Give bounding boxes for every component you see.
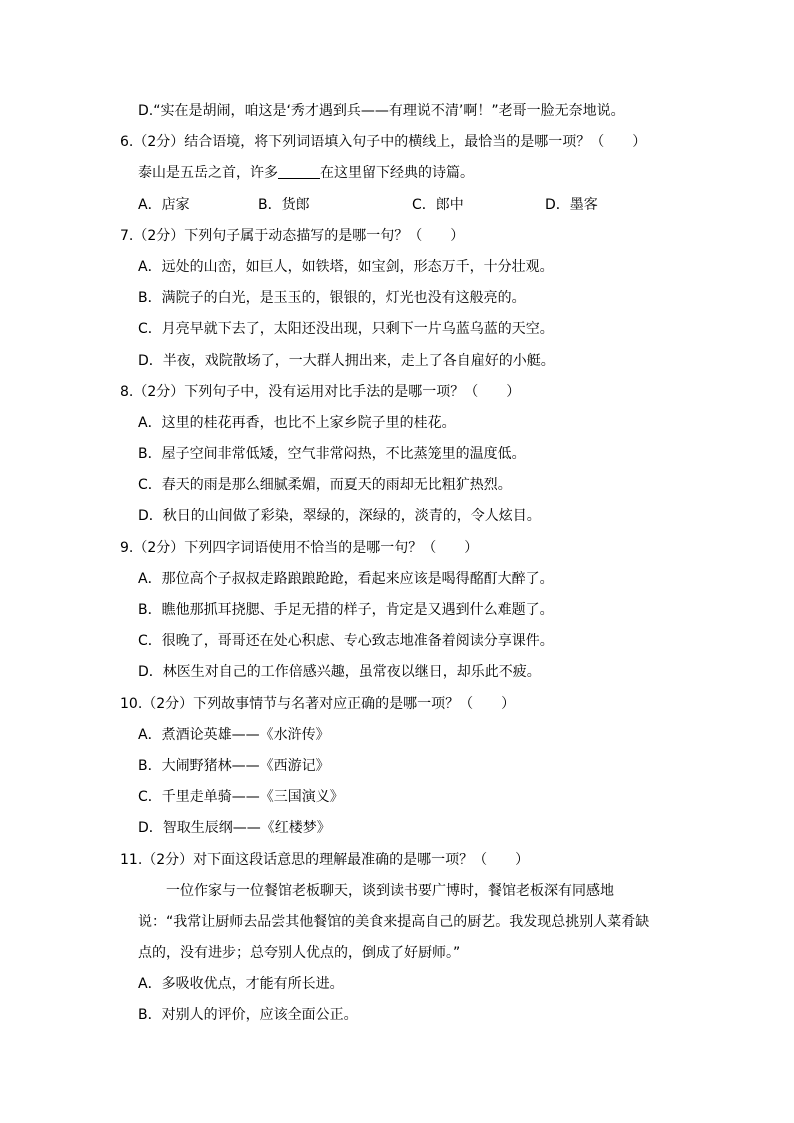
q6-options	[0, 190, 794, 221]
q10-option-b: B．大闹野猪林——《西游记》	[138, 757, 330, 774]
q10-option-a: A．煮酒论英雄——《水浒传》	[138, 726, 330, 743]
q7-option-a: A．远处的山峦，如巨人，如铁塔，如宝剑，形态万千，十分壮观。	[138, 258, 554, 275]
q6-option-c: C．郎中	[412, 196, 464, 213]
q8-option-b: B．屋子空间非常低矮，空气非常闷热，不比蒸笼里的温度低。	[138, 446, 526, 463]
q7-option-c: C．月亮早就下去了，太阳还没出现，只剩下一片乌蓝乌蓝的天空。	[138, 321, 554, 338]
q7-option-d: D．半夜，戏院散场了，一大群人拥出来，走上了各自雇好的小艇。	[138, 352, 555, 369]
q10-option-c: C．千里走单骑——《三国演义》	[138, 789, 344, 806]
q11-option-b: B．对别人的评价，应该全面公正。	[138, 1007, 358, 1024]
q8-option-d: D．秋日的山间做了彩染，翠绿的，深绿的，淡青的，令人炫目。	[138, 508, 541, 525]
q11-option-a: A．多吸收优点，才能有所长进。	[138, 976, 344, 993]
q7-option-b: B．满院子的白光，是玉玉的，银银的，灯光也没有这般亮的。	[138, 290, 526, 307]
q9-option-c: C．很晚了，哥哥还在处心积虑、专心致志地准备着阅读分享课件。	[138, 633, 554, 650]
q11-passage	[0, 876, 658, 970]
q6-option-a: A．店家	[138, 196, 190, 213]
q10-option-d: D．智取生辰纲——《红楼梦》	[138, 820, 331, 837]
q6-stem: 6.（2分）结合语境，将下列词语填入句子中的横线上，最恰当的是哪一项？（ ）	[120, 134, 647, 151]
q10-stem: 10.（2分）下列故事情节与名著对应正确的是哪一项？（ ）	[120, 695, 516, 712]
q8-stem: 8.（2分）下列句子中，没有运用对比手法的是哪一项？（ ）	[120, 383, 521, 400]
q6-option-b: B．货郎	[258, 196, 310, 213]
exam-page	[0, 96, 794, 1032]
q8-option-a: A．这里的桂花再香，也比不上家乡院子里的桂花。	[138, 414, 456, 431]
q8-option-c: C．春天的雨是那么细腻柔媚，而夏天的雨却无比粗犷热烈。	[138, 477, 512, 494]
q11-stem: 11.（2分）对下面这段话意思的理解最准确的是哪一项？（ ）	[120, 851, 530, 868]
q11-passage-text: 一位作家与一位餐馆老板聊天，谈到读书要广博时，餐馆老板深有同感地说：“我常让厨师去品尝其他餐馆的美食来提高自己的厨艺。我发现总挑别人菜肴缺点的，没有进步；总夸别人优点的，倒成了好厨师。”	[138, 882, 650, 962]
q6-sentence-after: 在这里留下经典的诗篇。	[320, 165, 474, 182]
q6-sentence	[0, 158, 794, 189]
fill-blank	[278, 162, 320, 179]
q9-option-d: D．林医生对自己的工作倍感兴趣，虽常夜以继日，却乐此不疲。	[138, 664, 541, 681]
q9-stem: 9.（2分）下列四字词语使用不恰当的是哪一句？（ ）	[120, 539, 479, 556]
q6-sentence-before: 泰山是五岳之首，许多	[138, 165, 278, 182]
q9-option-a: A．那位高个子叔叔走路踉踉跄跄，看起来应该是喝得酩酊大醉了。	[138, 570, 554, 587]
q7-stem: 7.（2分）下列句子属于动态描写的是哪一句？（ ）	[120, 227, 465, 244]
q6-option-d: D．墨客	[545, 196, 598, 213]
q5-option-d: D.“实在是胡闹，咱这是‘秀才遇到兵——有理说不清’啊！”老哥一脸无奈地说。	[138, 103, 625, 119]
q9-option-b: B．瞧他那抓耳挠腮、手足无措的样子，肯定是又遇到什么难题了。	[138, 602, 554, 618]
